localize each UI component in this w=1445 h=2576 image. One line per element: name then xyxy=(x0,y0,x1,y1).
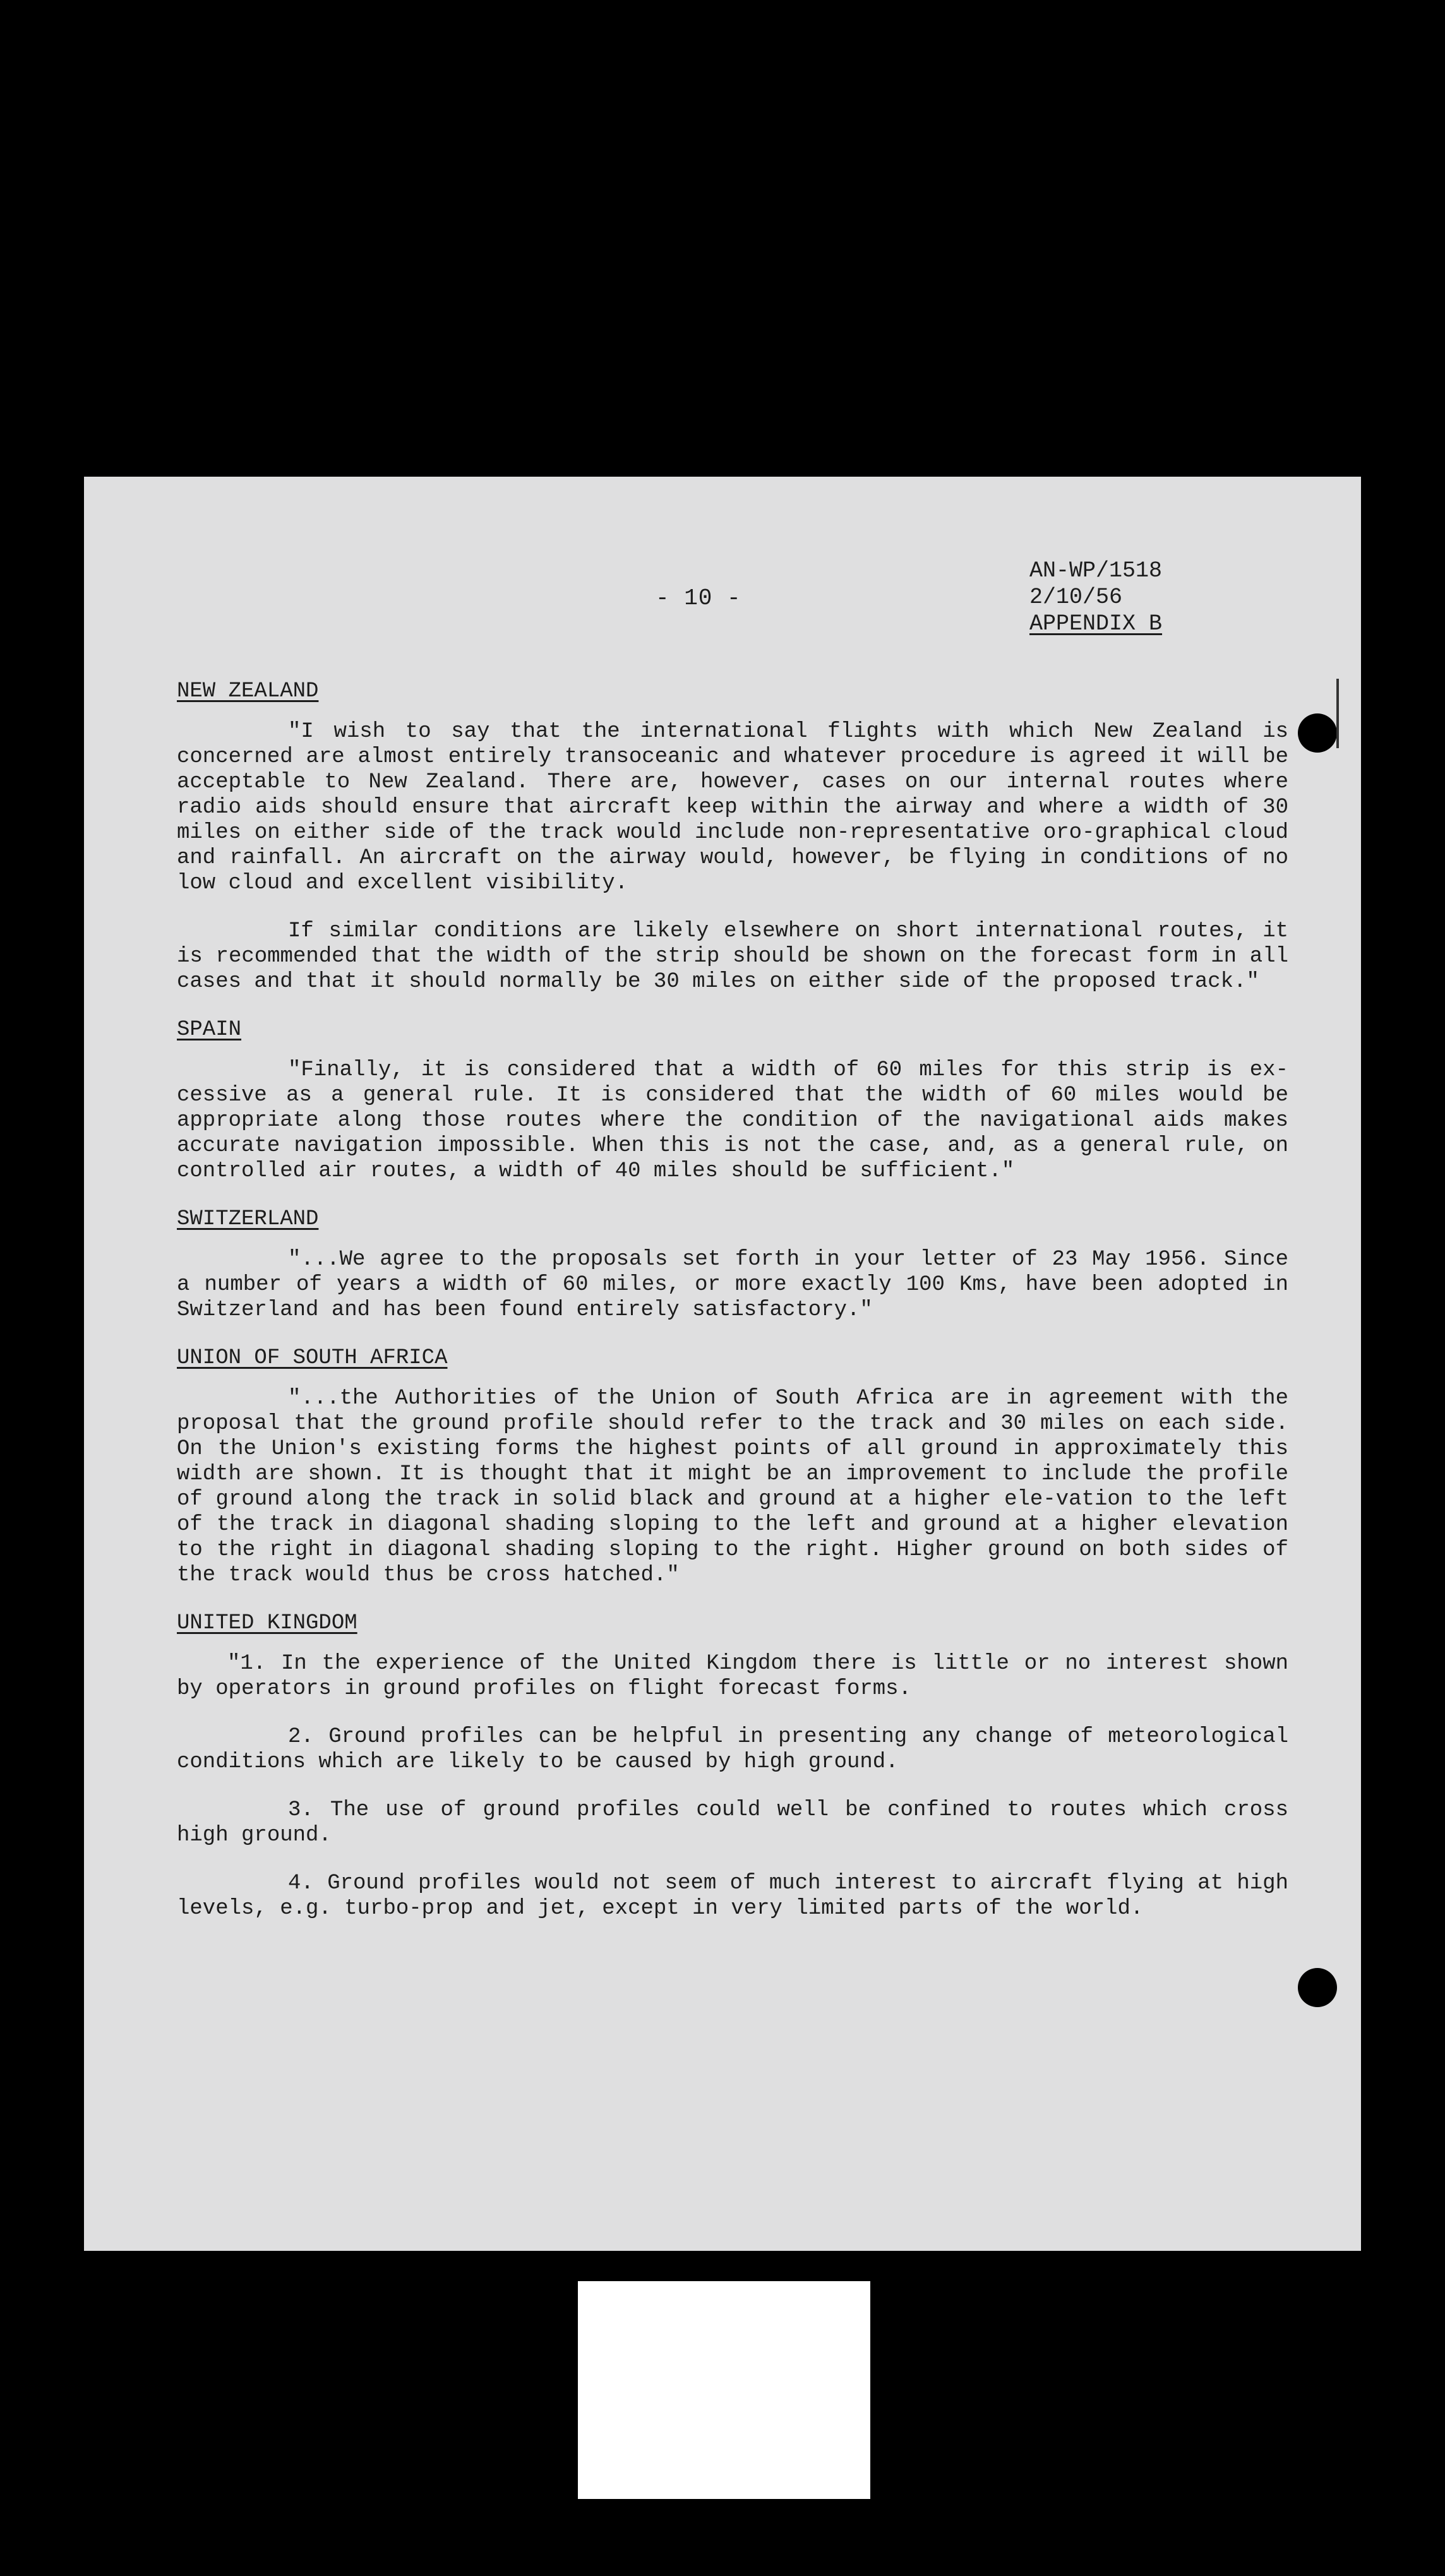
document-reference-block xyxy=(1029,558,1162,637)
appendix-label: APPENDIX B xyxy=(1029,611,1163,636)
section-switzerland xyxy=(177,1207,1288,1323)
numbered-paragraph: 4. Ground profiles would not seem of much interest to aircraft flying at high levels, e.g. turbo-prop and jet, except in very limited parts of the world. xyxy=(177,1871,1288,1921)
document-date: 2/10/56 xyxy=(1029,585,1123,610)
section-heading: SWITZERLAND xyxy=(177,1207,319,1231)
section-heading: UNITED KINGDOM xyxy=(177,1611,357,1635)
section-union-of-south-africa xyxy=(177,1345,1288,1588)
paragraph: If similar conditions are likely elsewhere on short international routes, it is recommended that the width of the strip should be shown on the forecast form in all cases and that it should normally be 30 miles on either side of the proposed track." xyxy=(177,919,1288,994)
edge-mark xyxy=(1336,679,1339,748)
section-spain xyxy=(177,1017,1288,1184)
section-heading: NEW ZEALAND xyxy=(177,679,319,703)
paragraph: "I wish to say that the international flights with which New Zealand is concerned are almost entirely transoceanic and whatever procedure is agreed it will be acceptable to New Zealand. There are, however, cases on our internal routes where radio aids should ensure that aircraft keep within the airway and where a width of 30 miles on either side of the track would include non-representative oro-graphical cloud and rainfall. An aircraft on the airway would, however, be flying in conditions of no low cloud and excellent visibility. xyxy=(177,720,1288,895)
document-reference: AN-WP/1518 xyxy=(1029,558,1163,583)
paragraph: "...We agree to the proposals set forth in your letter of 23 May 1956. Since a number of years a width of 60 miles, or more exactly 100 Kms, have been adopted in Switzerland and has been found entirely satisfactory." xyxy=(177,1248,1288,1322)
blank-target-card xyxy=(578,2281,870,2499)
section-united-kingdom xyxy=(177,1611,1288,1921)
punch-hole xyxy=(1298,713,1337,753)
punch-hole xyxy=(1298,1968,1337,2007)
page-number: - 10 - xyxy=(656,585,741,611)
section-heading: SPAIN xyxy=(177,1018,242,1042)
paragraph: "...the Authorities of the Union of South Africa are in agreement with the proposal that the ground profile should refer to the track and 30 miles on each side. On the Union's existing forms the highest points of all ground in approximately this width are shown. It is thought that it might be an improvement to include the profile of ground along the track in solid black and ground at a higher ele-vation to the left of the track in diagonal shading sloping to the left and ground at a higher elevation to the right in diagonal shading sloping to the right. Higher ground on both sides of the track would thus be cross hatched." xyxy=(177,1386,1288,1587)
document-page xyxy=(84,477,1361,2251)
section-new-zealand xyxy=(177,679,1288,994)
numbered-paragraph: 2. Ground profiles can be helpful in presenting any change of meteorological conditions which are likely to be caused by high ground. xyxy=(177,1725,1288,1774)
section-heading: UNION OF SOUTH AFRICA xyxy=(177,1346,448,1370)
document-body xyxy=(177,679,1288,1944)
numbered-paragraph: "1. In the experience of the United Kingdom there is little or no interest shown by operators in ground profiles on flight forecast forms. xyxy=(177,1652,1288,1701)
paragraph: "Finally, it is considered that a width of 60 miles for this strip is ex-cessive as a general rule. It is considered that the width of 60 miles would be appropriate along those routes where the condition of the navigational aids makes accurate navigation impossible. When this is not the case, and, as a general rule, on controlled air routes, a width of 40 miles should be sufficient." xyxy=(177,1058,1288,1183)
numbered-paragraph: 3. The use of ground profiles could well be confined to routes which cross high ground. xyxy=(177,1798,1288,1847)
